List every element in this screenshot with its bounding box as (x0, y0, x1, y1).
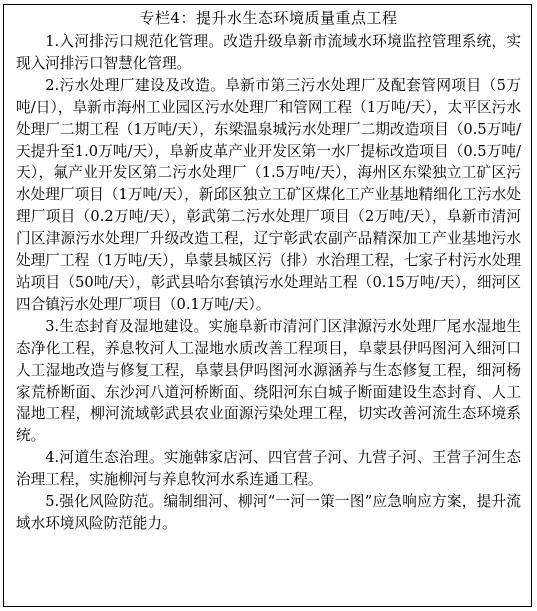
paragraph-river-governance: 4.河道生态治理。实施韩家店河、四官营子河、九营子河、王营子河生态治理工程，实施柳河与养息牧河水系连通工程。 (16, 449, 521, 489)
paragraph-treatment-plants: 2.污水处理厂建设及改造。阜新市第三污水处理厂及配套管网项目（5万吨/日），阜新市海州工业园区污水处理厂和管网工程（1万吨/天），太平区污水处理厂二期工程（1万吨/天），东梁温泉城污水处理厂二期改造项目（0.5万吨/天提升至1.0万吨/天），阜新皮革产业开发区第一水厂提标改造项目（0.5万吨/天），氟产业开发区第二污水处理厂（1.5万吨/天），海州区东梁独立工矿区污水处理厂项目（1万吨/天），新邱区独立工矿区煤化工产业基地精细化工污水处理厂项目（0.2万吨/天），彰武第二污水处理厂项目（2万吨/天），阜新市清河门区津源污水处理厂升级改造工程，辽宁彰武农副产品精深加工产业基地污水处理厂工程（1万吨/天），阜蒙县城区污（排）水治理工程，七家子村污水处理站项目（50吨/天），彰武县哈尔套镇污水处理站工程（0.15万吨/天），细河区四合镇污水处理厂项目（0.1万吨/天）。 (16, 76, 521, 313)
column-box (3, 4, 532, 607)
paragraph-risk-prevention: 5.强化风险防范。编制细河、柳河“一河一策一图”应急响应方案，提升流域水环境风险防范能力。 (16, 493, 521, 532)
paragraph-sewage-outlet: 1.入河排污口规范化管理。改造升级阜新市流域水环境监控管理系统，实现入河排污口智慧化管理。 (16, 33, 521, 72)
column-title: 专栏4：提升水生态环境质量重点工程 (139, 9, 398, 27)
paragraph-wetland: 3.生态封育及湿地建设。实施阜新市清河门区津源污水处理厂尾水湿地生态净化工程，养息牧河人工湿地水质改善工程项目，阜蒙县伊吗图河入细河口人工湿地改造与修复工程，阜蒙县伊吗图河水源涵养与生态修复工程，细河杨家荒桥断面、东沙河八道河桥断面、绕阳河东白城子断面建设生态封育、人工湿地工程，柳河流域彰武县农业面源污染处理工程，切实改善河流生态环境系统。 (16, 317, 521, 445)
